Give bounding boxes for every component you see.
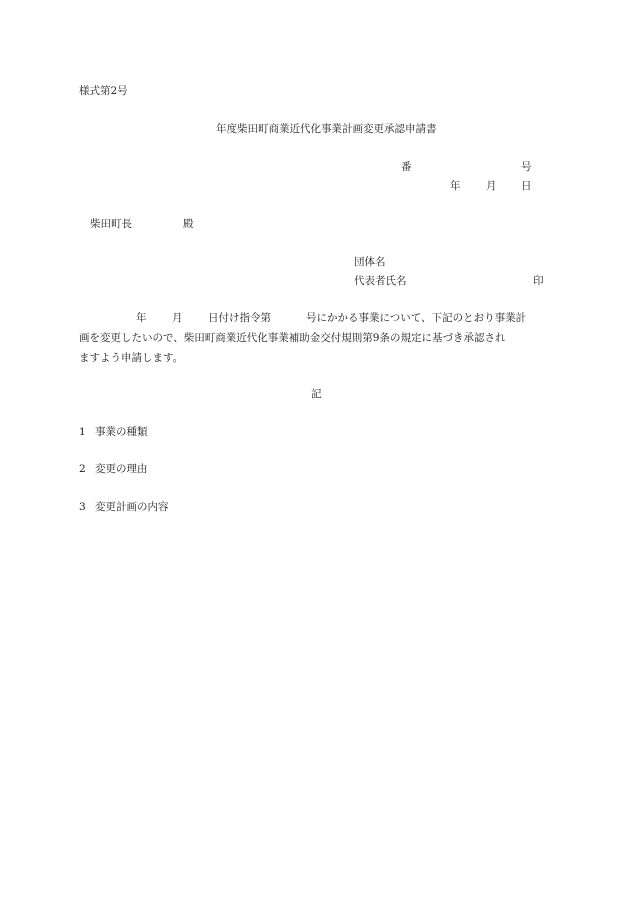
body-month: 月 [172,312,183,324]
organization-name-label: 団体名 [354,256,386,268]
ki-heading: 記 [311,388,322,400]
body-line-2 [79,333,553,353]
body-year: 年 [136,312,147,324]
addressee-name: 柴田町長 [90,218,132,230]
item-number: 3 [79,501,86,513]
item-number: 2 [79,463,86,475]
document-title: 年度柴田町商業近代化事業計画変更承認申請書 [216,123,437,135]
application-body [79,313,553,373]
item-number: 1 [79,426,86,438]
reference-ban-label: 番 [401,161,412,173]
body-line-3 [79,353,553,373]
body-line1-continued: 号にかかる事業について、下記のとおり事業計 [306,312,527,324]
reference-gou-label: 号 [521,161,532,173]
item-label: 事業の種類 [95,426,148,438]
body-line-1 [79,313,553,333]
form-number: 様式第2号 [79,85,128,97]
body-line2-text: 画を変更したいので、柴田町商業近代化事業補助金交付規則第9条の規定に基づき承認され [79,332,506,344]
seal-label: 印 [533,275,544,287]
item-label: 変更の理由 [95,463,148,475]
date-year-label: 年 [450,180,461,192]
representative-name-label: 代表者氏名 [354,275,407,287]
item-label: 変更計画の内容 [95,501,169,513]
date-day-label: 日 [521,180,532,192]
body-line3-text: ますよう申請します。 [79,352,184,364]
body-directive-ref: 日付け指令第 [208,312,271,324]
date-month-label: 月 [486,180,497,192]
addressee-honorific: 殿 [183,218,194,230]
